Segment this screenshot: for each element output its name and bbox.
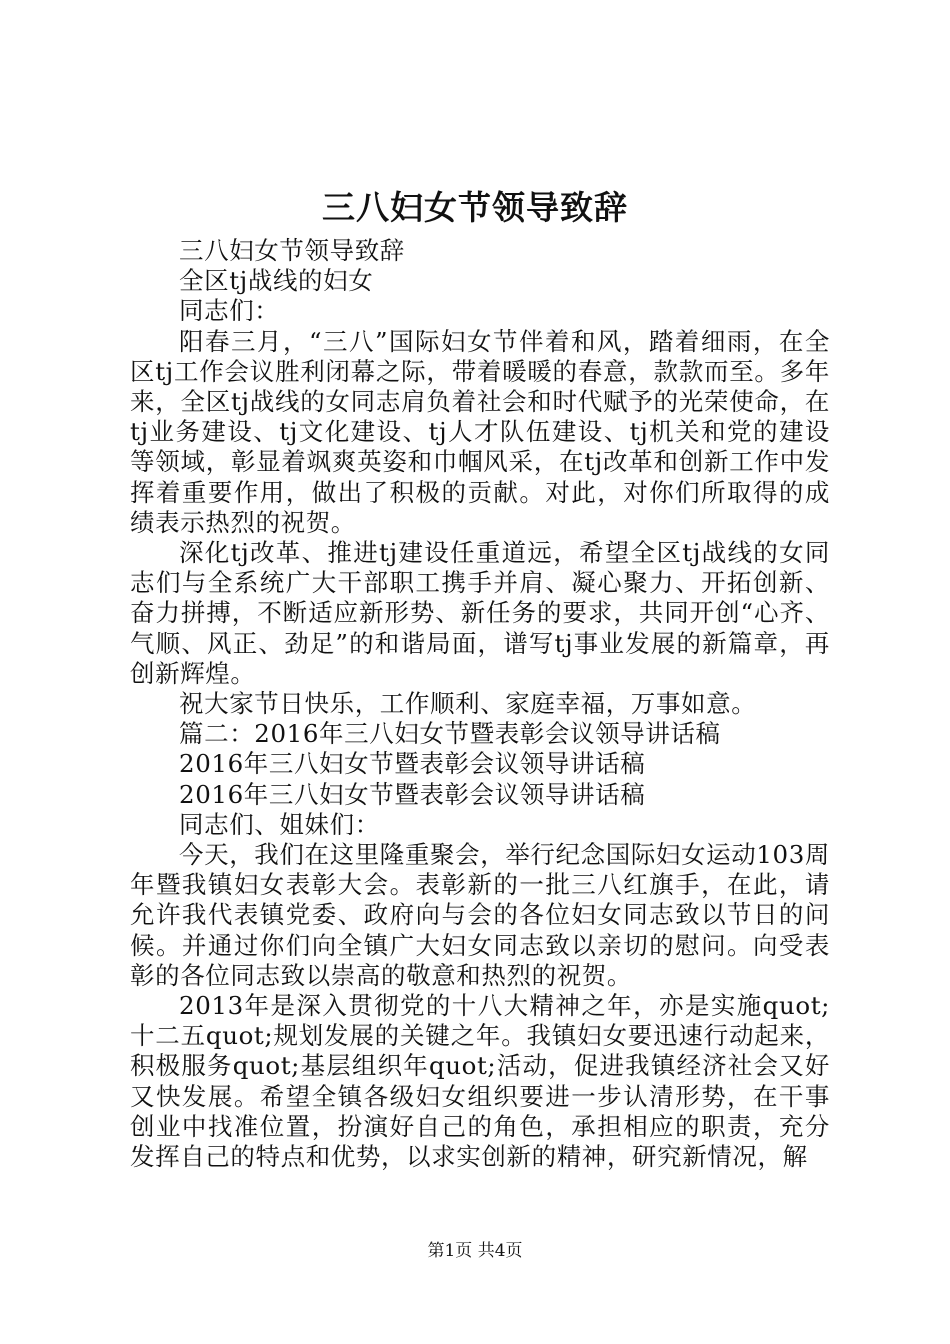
document-body <box>130 236 830 1172</box>
paragraph: 今天，我们在这里隆重聚会，举行纪念国际妇女运动103周年暨我镇妇女表彰大会。表彰新的一批三八红旗手，在此，请允许我代表镇党委、政府向与会的各位妇女同志致以节日的问候。并通过你们向全镇广大妇女同志致以亲切的慰问。向受表彰的各位同志致以崇高的敬意和热烈的祝贺。 <box>130 840 830 990</box>
paragraph: 2013年是深入贯彻党的十八大精神之年，亦是实施quot;十二五quot;规划发展的关键之年。我镇妇女要迅速行动起来，积极服务quot;基层组织年quot;活动，促进我镇经济社会又好又快发展。希望全镇各级妇女组织要进一步认清形势，在干事创业中找准位置，扮演好自己的角色，承担相应的职责，充分发挥自己的特点和优势，以求实创新的精神，研究新情况，解 <box>130 991 830 1172</box>
paragraph: 篇二：2016年三八妇女节暨表彰会议领导讲话稿 <box>179 719 721 749</box>
paragraph: 2016年三八妇女节暨表彰会议领导讲话稿 <box>179 779 646 809</box>
paragraph: 同志们： <box>179 296 280 326</box>
paragraph: 2016年三八妇女节暨表彰会议领导讲话稿 <box>179 749 646 779</box>
document-title: 三八妇女节领导致辞 <box>322 188 628 227</box>
paragraph: 深化tj改革、推进tj建设任重道远，希望全区tj战线的女同志们与全系统广大干部职工携手并肩、凝心聚力、开拓创新、奋力拼搏，不断适应新形势、新任务的要求，共同开创“心齐、气顺、风正、劲足”的和谐局面，谱写tj事业发展的新篇章，再创新辉煌。 <box>130 538 830 688</box>
paragraph: 祝大家节日快乐，工作顺利、家庭幸福，万事如意。 <box>179 689 757 719</box>
paragraph: 三八妇女节领导致辞 <box>179 236 405 265</box>
paragraph: 同志们、姐妹们： <box>179 809 380 839</box>
paragraph: 全区tj战线的妇女 <box>179 266 374 296</box>
paragraph: 阳春三月，“三八”国际妇女节伴着和风，踏着细雨，在全区tj工作会议胜利闭幕之际，带着暖暖的春意，款款而至。多年来，全区tj战线的女同志肩负着社会和时代赋予的光荣使命，在tj业务建设、tj文化建设、tj人才队伍建设、tj机关和党的建设等领域，彰显着飒爽英姿和巾帼风采，在tj改革和创新工作中发挥着重要作用，做出了积极的贡献。对此，对你们所取得的成绩表示热烈的祝贺。 <box>130 326 830 537</box>
page-number: 第1页 共4页 <box>427 1241 523 1261</box>
